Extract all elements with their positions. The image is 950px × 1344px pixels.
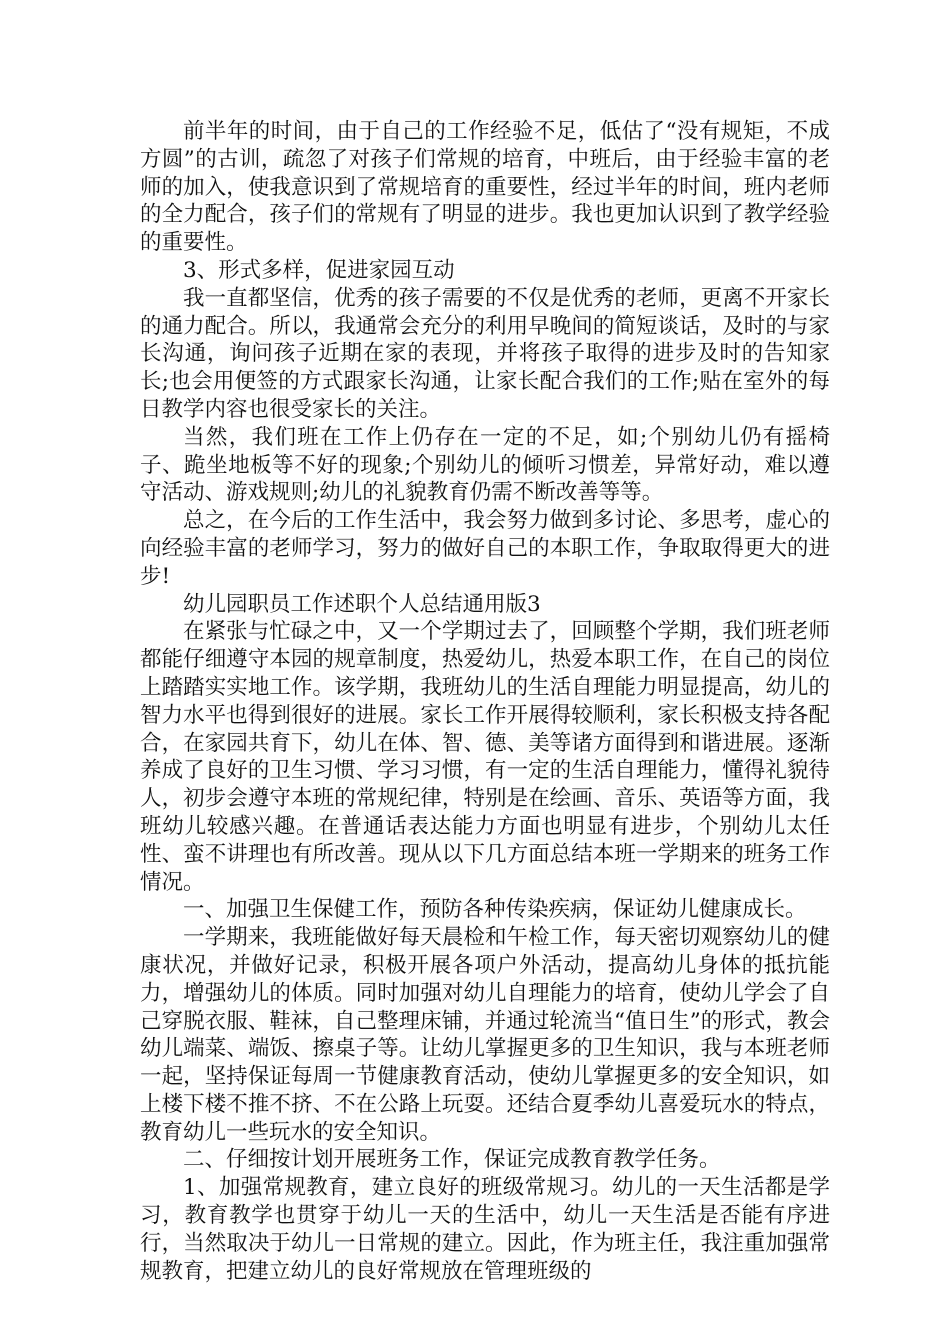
paragraph-routine-experience: 前半年的时间，由于自己的工作经验不足，低估了“没有规矩，不成方圆”的古训，疏忽了对孩子们常规的培育，中班后，由于经验丰富的老师的加入，使我意识到了常规培育的重要性，经过半年的时间，班内老师的全力配合，孩子们的常规有了明显的进步。我也更加认识到了教学经验的重要性。 <box>140 119 830 256</box>
paragraph-parent-cooperation: 我一直都坚信，优秀的孩子需要的不仅是优秀的老师，更离不开家长的通力配合。所以，我通常会充分的利用早晚间的简短谈话，及时的与家长沟通，询问孩子近期在家的表现，并将孩子取得的进步及时的告知家长;也会用便签的方式跟家长沟通，让家长配合我们的工作;贴在室外的每日教学内容也很受家长的关注。 <box>140 285 830 422</box>
paragraph-routine-education: 1、加强常规教育，建立良好的班级常规习。幼儿的一天生活都是学习，教育教学也贯穿于幼儿一天的生活中，幼儿一天生活是否能有序进行，当然取决于幼儿一日常规的建立。因此，作为班主任，我注重加强常规教育，把建立幼儿的良好常规放在管理班级的 <box>140 1175 830 1284</box>
paragraph-shortcomings: 当然，我们班在工作上仍存在一定的不足，如;个别幼儿仍有摇椅子、跪坐地板等不好的现象;个别幼儿的倾听习惯差，异常好动，难以遵守活动、游戏规则;幼儿的礼貌教育仍需不断改善等等。 <box>140 424 830 506</box>
document-page <box>140 118 830 1285</box>
paragraph-health-work: 一学期来，我班能做好每天晨检和午检工作，每天密切观察幼儿的健康状况，并做好记录，积极开展各项户外活动，提高幼儿身体的抵抗能力，增强幼儿的体质。同时加强对幼儿自理能力的培育，使幼儿学会了自己穿脱衣服、鞋袜，自己整理床铺，并通过轮流当“值日生”的形式，教会幼儿端菜、端饭、擦桌子等。让幼儿掌握更多的卫生知识，我与本班老师一起，坚持保证每周一节健康教育活动，使幼儿掌握更多的安全知识，如上楼下楼不推不挤、不在公路上玩耍。还结合夏季幼儿喜爱玩水的特点，教育幼儿一些玩水的安全知识。 <box>140 925 830 1145</box>
section-title-summary-3: 幼儿园职员工作述职个人总结通用版3 <box>183 591 541 617</box>
heading-class-affairs: 二、仔细按计划开展班务工作，保证完成教育教学任务。 <box>183 1147 721 1173</box>
heading-home-school-interaction: 3、形式多样，促进家园互动 <box>183 257 455 283</box>
paragraph-semester-review: 在紧张与忙碌之中，又一个学期过去了，回顾整个学期，我们班老师都能仔细遵守本园的规章制度，热爱幼儿，热爱本职工作，在自己的岗位上踏踏实实地工作。该学期，我班幼儿的生活自理能力明显提高，幼儿的智力水平也得到很好的进展。家长工作开展得较顺利，家长积极支持各配合，在家园共育下，幼儿在体、智、德、美等诸方面得到和谐进展。逐渐养成了良好的卫生习惯、学习习惯，有一定的生活自理能力，懂得礼貌待人，初步会遵守本班的常规纪律，特别是在绘画、音乐、英语等方面，我班幼儿较感兴趣。在普通话表达能力方面也明显有进步，个别幼儿太任性、蛮不讲理也有所改善。现从以下几方面总结本班一学期来的班务工作情况。 <box>140 619 830 895</box>
heading-health-care: 一、加强卫生保健工作，预防各种传染疾病，保证幼儿健康成长。 <box>183 897 807 923</box>
paragraph-conclusion: 总之，在今后的工作生活中，我会努力做到多讨论、多思考，虚心的向经验丰富的老师学习，努力的做好自己的本职工作，争取取得更大的进步! <box>140 508 830 589</box>
